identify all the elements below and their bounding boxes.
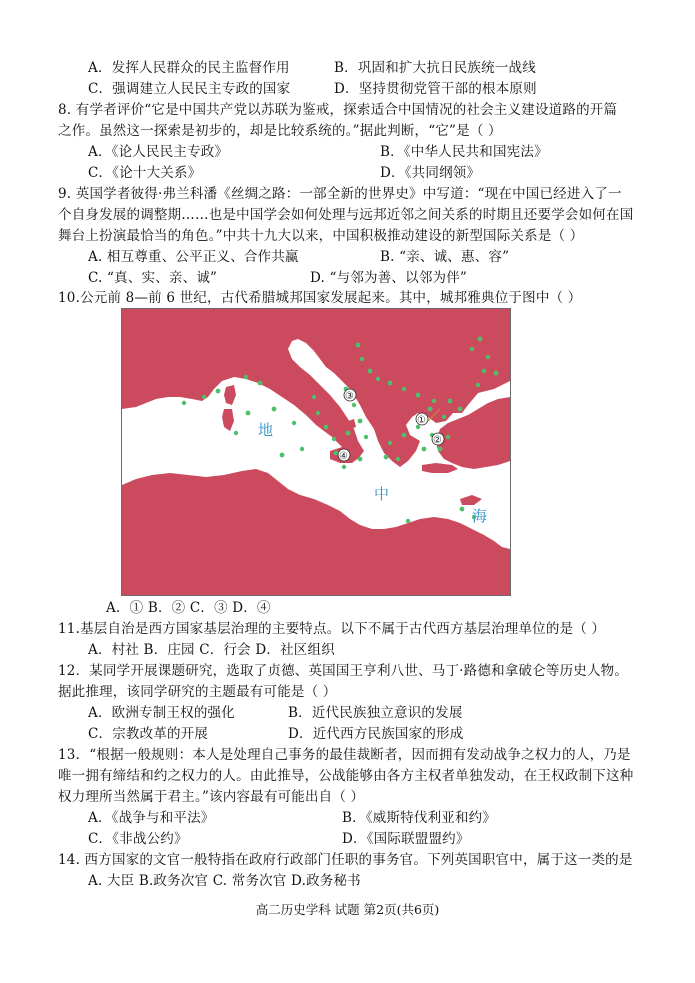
q10-stem: 10.公元前 8—前 6 世纪，古代希腊城邦国家发展起来。其中，城邦雅典位于图中（ ） bbox=[58, 290, 582, 306]
q9-option-d: D. “与邻为善、以邻为伴” bbox=[310, 270, 468, 286]
q13-option-a: A．《战争与和平法》 bbox=[88, 810, 215, 826]
map-label-hai: 海 bbox=[472, 507, 488, 525]
q9-stem-line2: 个自身发展的调整期……也是中国学会如何处理与远邦近邻之间关系的时期且还要学会如何在国 bbox=[58, 207, 634, 223]
q8-option-a: A．《论人民民主专政》 bbox=[88, 144, 229, 160]
q13-stem-line2: 唯一拥有缔结和约之权力的人。由此推导，公战能够由各方主权者单独发动，在王权政制下这种 bbox=[58, 768, 634, 784]
q12-option-a: A．欧洲专制王权的强化 bbox=[88, 705, 235, 721]
q8-stem-line1: 8. 有学者评价“它是中国共产党以苏联为鉴戒，探索适合中国情况的社会主义建设道路的开篇 bbox=[58, 102, 618, 118]
q12-option-d: D．近代西方民族国家的形成 bbox=[288, 726, 464, 742]
q14-options: A. 大臣 B.政务次官 C. 常务次官 D.政务秘书 bbox=[88, 873, 361, 889]
mediterranean-map bbox=[121, 308, 511, 596]
q8-option-c: C．《论十大关系》 bbox=[88, 165, 202, 181]
q13-option-b: B．《威斯特伐利亚和约》 bbox=[342, 810, 497, 826]
q11-options: A．村社 B．庄园 C．行会 D．社区组织 bbox=[88, 642, 335, 658]
map-label-zhong: 中 bbox=[374, 485, 390, 503]
q9-option-c: C. “真、实、亲、诚” bbox=[88, 270, 218, 286]
q11-stem: 11.基层自治是西方国家基层治理的主要特点。以下不属于古代西方基层治理单位的是（ ） bbox=[58, 621, 606, 637]
q9-option-b: B. “亲、诚、惠、容” bbox=[380, 249, 510, 265]
q7-option-c: C．强调建立人民民主专政的国家 bbox=[88, 81, 291, 97]
q10-options: A．① B．② C．③ D．④ bbox=[106, 600, 271, 616]
q14-stem: 14. 西方国家的文官一般特指在政府行政部门任职的事务官。下列英国职官中，属于这一类的是 bbox=[58, 852, 633, 868]
q7-option-a: A．发挥人民群众的民主监督作用 bbox=[88, 60, 290, 76]
q7-option-d: D．坚持贯彻党管干部的根本原则 bbox=[334, 81, 537, 97]
q12-stem-line2: 据此推理，该同学研究的主题最有可能是（ ） bbox=[58, 684, 337, 700]
q13-stem-line3: 权力理所当然属于君主。”该内容最有可能出自（ ） bbox=[58, 789, 365, 805]
map-graphic bbox=[122, 309, 510, 595]
page-footer: 高二历史学科 试题 第2页(共6页) bbox=[255, 902, 440, 917]
q7-option-b: B．巩固和扩大抗日民族统一战线 bbox=[334, 60, 536, 76]
map-marker-1: ① bbox=[417, 415, 426, 426]
q9-stem-line3: 舞台上扮演最恰当的角色。”中共十九大以来，中国积极推动建设的新型国际关系是（ ） bbox=[58, 228, 584, 244]
q12-stem-line1: 12．某同学开展课题研究，选取了贞德、英国国王亨利八世、马丁·路德和拿破仑等历史人物。 bbox=[58, 663, 629, 679]
q9-stem-line1: 9. 英国学者彼得·弗兰科潘《丝绸之路：一部全新的世界史》中写道：“现在中国已经进入了一 bbox=[58, 186, 622, 202]
map-marker-3: ③ bbox=[345, 391, 354, 402]
q8-option-d: D．《共同纲领》 bbox=[380, 165, 481, 181]
map-marker-4: ④ bbox=[339, 451, 348, 462]
q13-option-d: D．《国际联盟盟约》 bbox=[342, 831, 470, 847]
q12-option-b: B．近代民族独立意识的发展 bbox=[288, 705, 463, 721]
q13-stem-line1: 13．“根据一般规则：本人是处理自己事务的最佳裁断者，因而拥有发动战争之权力的人，乃是 bbox=[58, 747, 631, 763]
q12-option-c: C．宗教改革的开展 bbox=[88, 726, 209, 742]
q8-option-b: B．《中华人民共和国宪法》 bbox=[380, 144, 548, 160]
map-marker-2: ② bbox=[433, 435, 442, 446]
q9-option-a: A. 相互尊重、公平正义、合作共赢 bbox=[88, 249, 299, 265]
q13-option-c: C．《非战公约》 bbox=[88, 831, 188, 847]
map-label-di: 地 bbox=[258, 421, 274, 439]
q8-stem-line2: 之作。虽然这一探索是初步的，却是比较系统的。”据此判断，“它”是（ ） bbox=[58, 123, 502, 139]
